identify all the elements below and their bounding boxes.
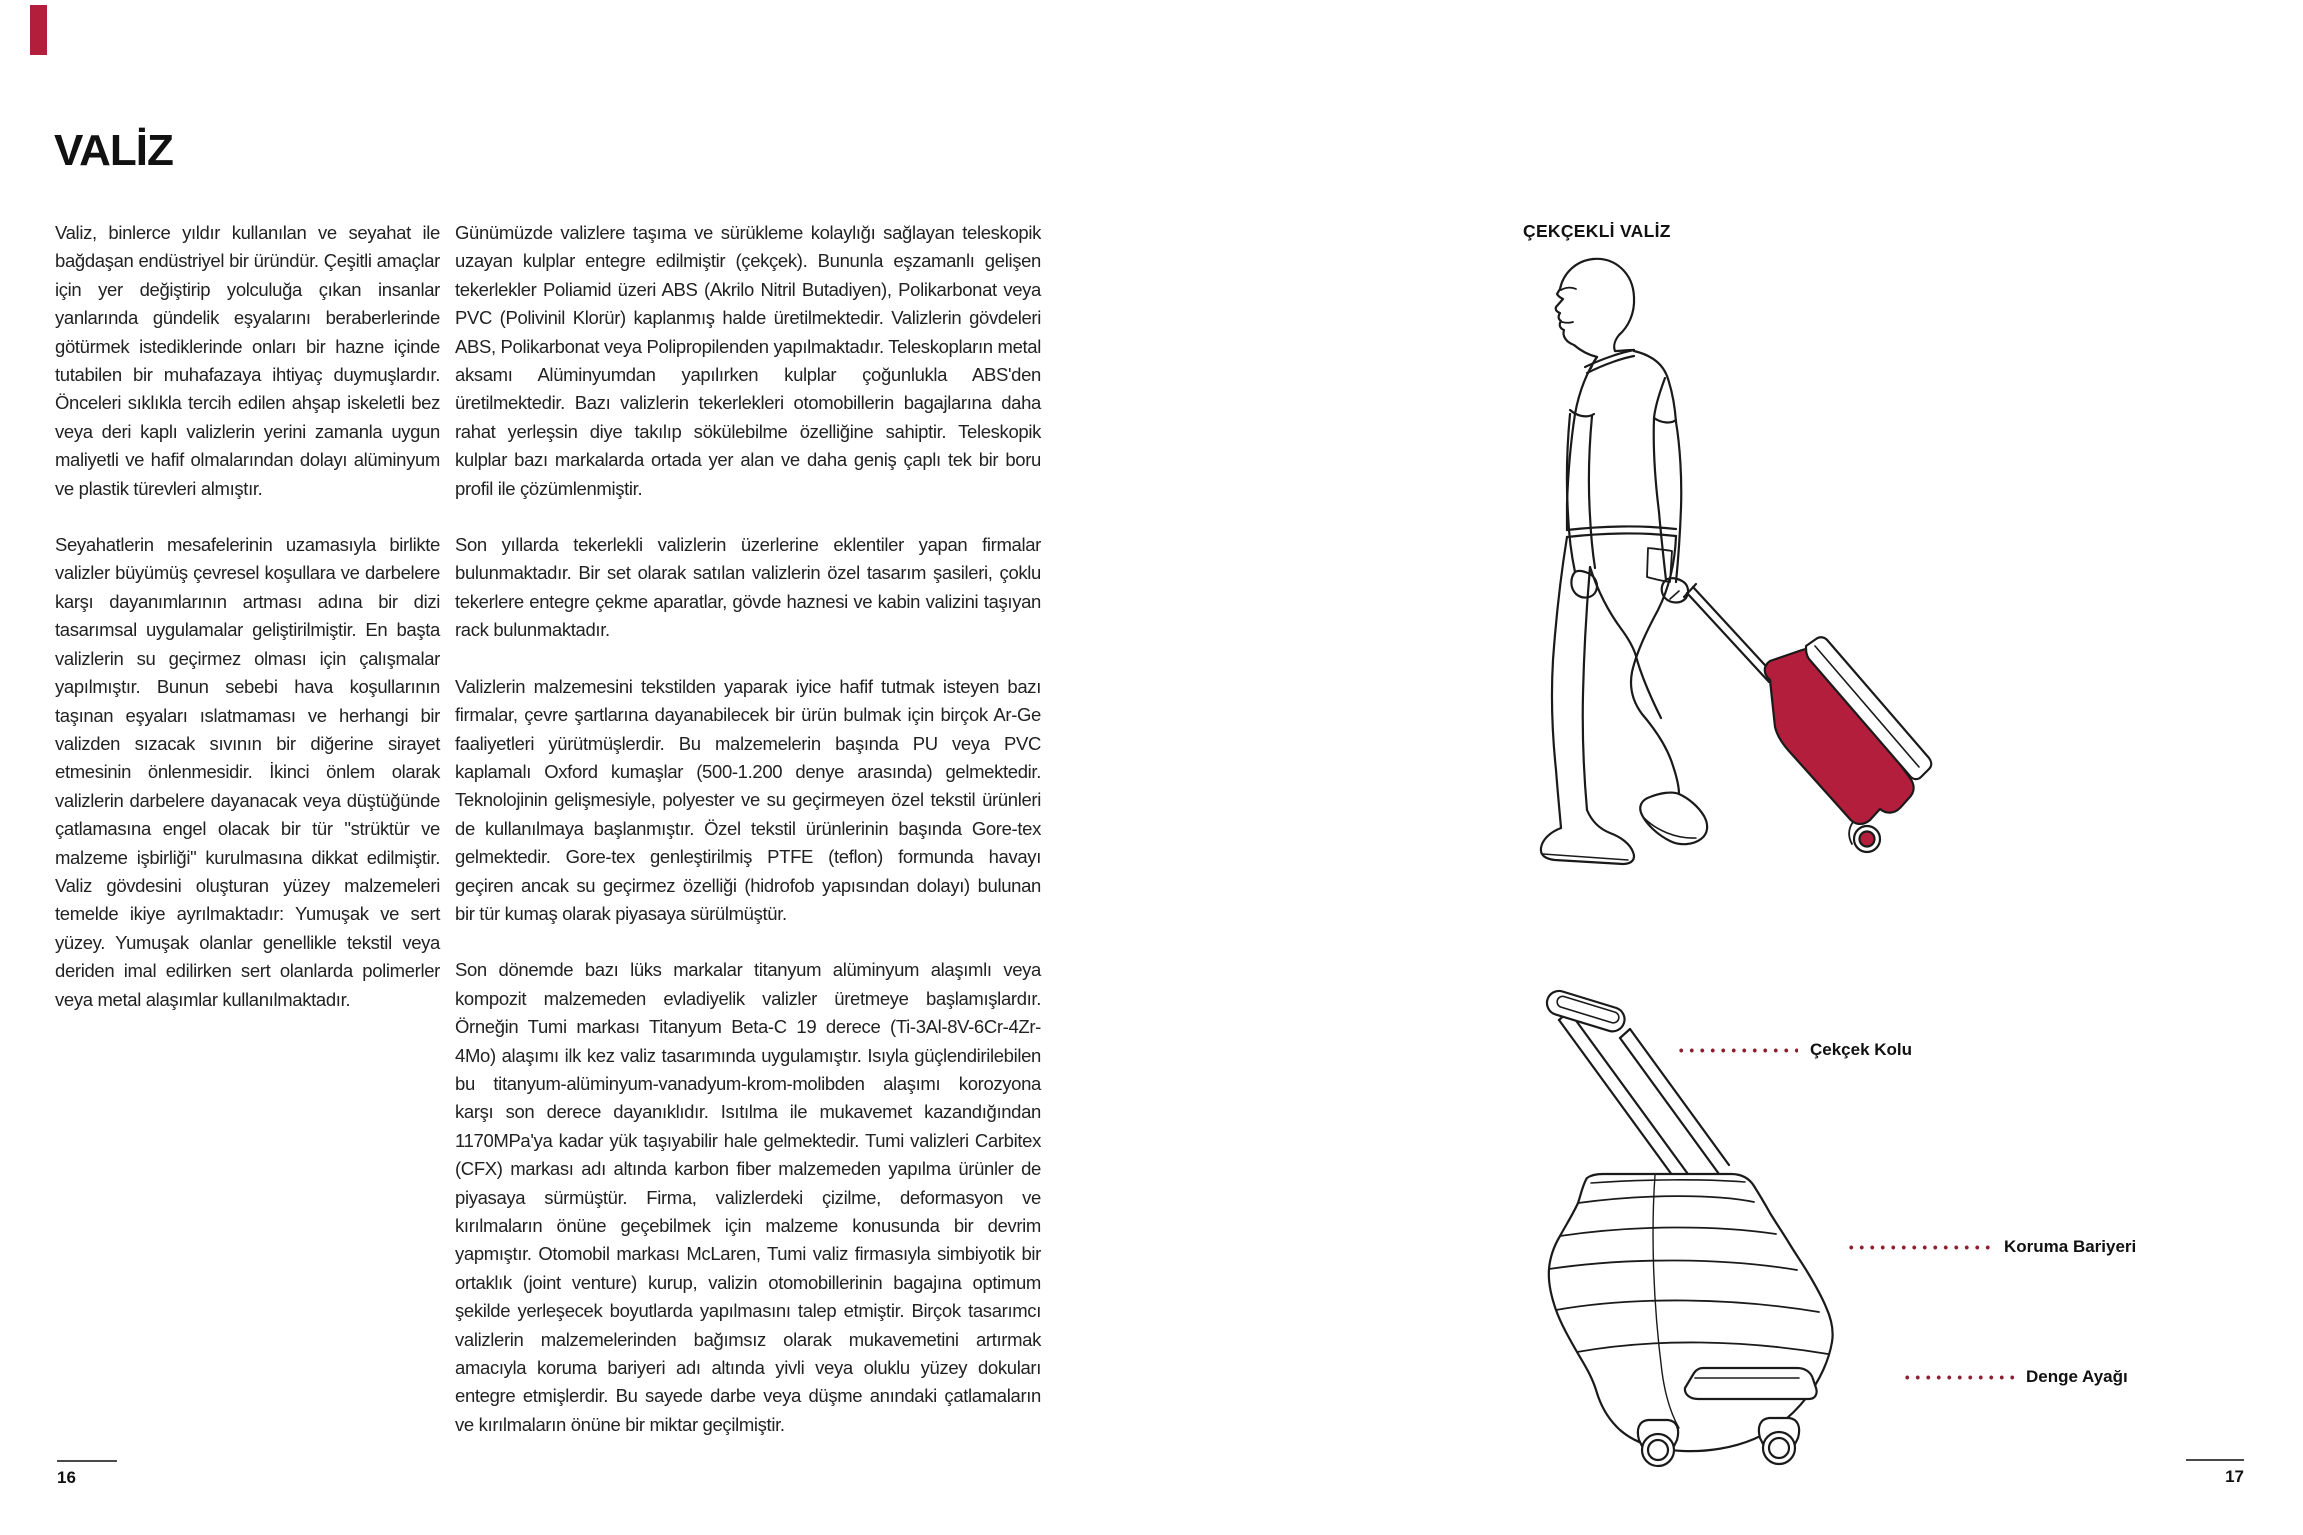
annotation-barrier (1846, 1237, 2136, 1257)
annotation-label: Denge Ayağı (2026, 1367, 2128, 1386)
footer-rule-left (57, 1460, 117, 1462)
footer-rule-right (2186, 1459, 2244, 1461)
figure-caption: ÇEKÇEKLİ VALİZ (1523, 221, 1671, 241)
leader-dots (1676, 1048, 1798, 1053)
body-paragraph: Son dönemde bazı lüks markalar titanyum alüminyum alaşımlı veya kompozit malzemeden evladiyelik valizler üretmeye başlamışlardır. Örneğin Tumi markası Titanyum Beta-C 19 derece (Ti-3Al-8V-6Cr-4Zr-4Mo) alaşımı ilk kez valiz tasarımında uygulamıştır. Isıyla güçlendirilebilen bu titanyum-alüminyum-vanadyum-krom-molibden alaşımı korozyona karşı son derece dayanıklıdır. Isıtılma ile mukavemet kazandığından 1170MPa'ya kadar yük taşıyabilir hale gelmektedir. Tumi valizleri Carbitex (CFX) markası adı altında karbon fiber malzemeden yapılma ürünler de piyasaya sürmüştür. Firma, valizlerdeki çizilme, deformasyon ve kırılmaların önüne geçebilmek için malzeme konusunda bir devrim yapmıştır. Otomobil markası McLaren, Tumi valiz firmasıyla simbiyotik bir ortaklık (joint venture) kurup, valizin otomobillerinin bagajına optimum şekilde yerleşecek boyutlarda yapılmasını talep etmiştir. Birçok tasarımcı valizlerin malzemelerinden bağımsız olarak mukavemetini artırmak amacıyla koruma bariyeri adı altında yivli veya oluklu yüzey dokuları entegre etmişlerdir. Bu sayede darbe veya düşme anındaki çatlamaların ve kırılmaların önüne bir miktar geçilmiştir. (455, 959, 1041, 1435)
body-paragraph: Günümüzde valizlere taşıma ve sürükleme kolaylığı sağlayan teleskopik uzayan kulplar entegre edilmiştir (çekçek). Bununla eşzamanlı gelişen tekerlekler Poliamid üzeri ABS (Akrilo Nitril Butadiyen), Polikarbonat veya PVC (Polivinil Klorür) kaplanmış halde üretilmektedir. Valizlerin gövdeleri ABS, Polikarbonat veya Polipropilenden yapılmaktadır. Teleskopların metal aksamı Alüminyumdan yapılırken kulplar çoğunlukla ABS'den üretilmektedir. Bazı valizlerin tekerlekleri otomobillerin bagajlarına daha rahat yerleşsin diye takılıp sökülebilme özelliğine sahiptir. Teleskopik kulplar bazı markalarda ortada yer alan ve daha geniş çaplı tek bir boru profil ile çözümlenmiştir. (455, 222, 1041, 499)
annotation-label: Çekçek Kolu (1810, 1040, 1913, 1059)
page-number-right: 17 (2225, 1467, 2244, 1486)
body-paragraph: Valiz, binlerce yıldır kullanılan ve seyahat ile bağdaşan endüstriyel bir üründür. Çeşitli amaçlar için yer değiştirip yolculuğa çıkan insanlar yanlarında gündelik eşyalarını beraberlerinde götürmek istediklerinde onları bir hazne içinde tutabilen bir muhafazaya ihtiyaç duymuşlardır. Önceleri sıklıkla tercih edilen ahşap iskeletli bez veya deri kaplı valizlerin yerini zamanla uygun maliyetli ve hafif olmalarından dolayı alüminyum ve plastik türevleri almıştır. (55, 222, 440, 499)
page-title: VALİZ (54, 126, 173, 176)
annotation-handle (1676, 1040, 1912, 1060)
chapter-color-tab (30, 5, 47, 55)
annotation-foot (1902, 1367, 2128, 1387)
annotation-label: Koruma Bariyeri (2004, 1237, 2137, 1256)
leader-dots (1902, 1375, 2014, 1380)
man-pulling-suitcase-illustration (1530, 250, 1950, 900)
leader-dots (1846, 1245, 1992, 1250)
page-number-left: 16 (57, 1468, 76, 1487)
text-column-1 (55, 219, 440, 1042)
text-column-2 (455, 219, 1041, 1467)
body-paragraph: Seyahatlerin mesafelerinin uzamasıyla birlikte valizler büyümüş çevresel koşullara ve darbelere karşı dayanımlarının artması adına bir dizi tasarımsal uygulamalar geliştirilmiştir. En başta valizlerin su geçirmez olması için çalışmalar yapılmıştır. Bunun sebebi hava koşullarının taşınan eşyaları ıslatmaması ve herhangi bir valizden sızacak sıvının bir diğerine sirayet etmesinin önlenmesidir. İkinci önlem olarak valizlerin darbelere dayanacak veya düştüğünde çatlamasına engel olacak bir tür "strüktür ve malzeme işbirliği" kurulmasına dikkat edilmiştir. Valiz gövdesini oluşturan yüzey malzemeleri temelde ikiye ayrılmaktadır: Yumuşak ve sert yüzey. Yumuşak olanlar genellikle tekstil veya deriden imal edilirken sert olanlarda polimerler veya metal alaşımlar kullanılmaktadır. (55, 534, 440, 1010)
body-paragraph: Son yıllarda tekerlekli valizlerin üzerlerine eklentiler yapan firmalar bulunmaktadır. Bir set olarak satılan valizlerin özel tasarım şasileri, çoklu tekerlere entegre çekme aparatlar, gövde haznesi ve kabin valizini taşıyan rack bulunmaktadır. (455, 534, 1041, 641)
body-paragraph: Valizlerin malzemesini tekstilden yaparak iyice hafif tutmak isteyen bazı firmalar, çevre şartlarına dayanabilecek bir ürün bulmak için birçok Ar-Ge faaliyetleri yürütmüşlerdir. Bu malzemelerin başında PU veya PVC kaplamalı Oxford kumaşlar (500-1.200 denye arasında) gelmektedir. Teknolojinin gelişmesiyle, polyester ve su geçirmeyen özel tekstil ürünleri de kullanılmaya başlanmıştır. Özel tekstil ürünlerinin başında Gore-tex gelmektedir. Gore-tex genleştirilmiş PTFE (teflon) formunda havayı geçiren ancak su geçirmez özelliği (hidrofob yapısından dolayı) bulunan bir tür kumaş olarak piyasaya sürülmüştür. (455, 675, 1041, 924)
